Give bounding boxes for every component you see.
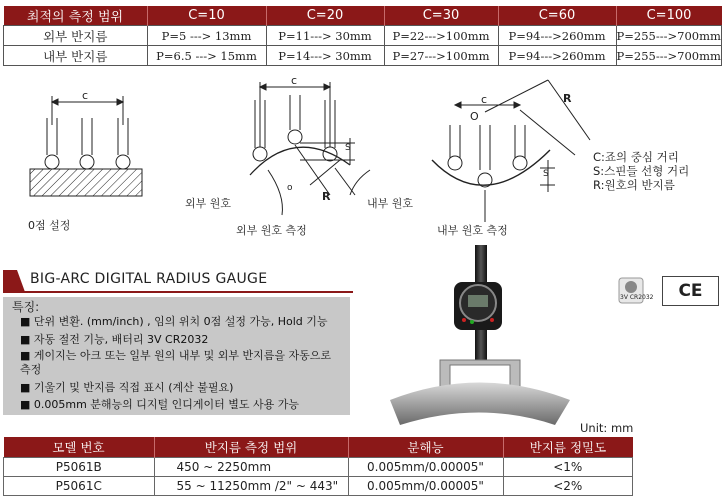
row-label: 외부 반지름 [4, 26, 148, 46]
table-header: C=100 [616, 6, 722, 26]
table-cell: P=6.5 ---> 15mm [147, 46, 266, 66]
c-label: c [481, 93, 488, 106]
table-header: 최적의 측정 범위 [4, 6, 148, 26]
inner-arc-caption: 내부 원호 측정 [437, 224, 508, 237]
table-header: 분해능 [348, 437, 503, 458]
table-cell: 55 ~ 11250mm /2" ~ 443" [154, 477, 348, 496]
table-cell: P=94--->260mm [498, 46, 616, 66]
table-row [4, 477, 633, 496]
s-label: S [543, 169, 549, 179]
features-heading: 특징: [12, 300, 40, 314]
measurement-diagrams [0, 0, 725, 250]
outer-arc-label: 외부 원호 [185, 197, 232, 210]
feature-item: ■ 0.005mm 분해능의 디지털 인디게이터 별도 사용 가능 [20, 398, 300, 411]
r-label: R [322, 190, 331, 203]
table-cell: <2% [503, 477, 633, 496]
product-title: BIG-ARC DIGITAL RADIUS GAUGE [30, 271, 268, 287]
legend-item: S:스핀들 선형 거리 [593, 164, 690, 178]
inner-arc-label: 내부 원호 [367, 197, 414, 210]
c-label: c [291, 74, 298, 87]
table-cell: P=255--->700mm [616, 46, 722, 66]
table-cell: P=27--->100mm [384, 46, 498, 66]
table-header-row [4, 437, 633, 458]
table-row [4, 458, 633, 477]
table-header: 반지름 정밀도 [503, 437, 633, 458]
table-header: C=60 [498, 6, 616, 26]
table-header: 모델 번호 [4, 437, 155, 458]
s-label: S [345, 143, 351, 153]
table-header: C=10 [147, 6, 266, 26]
table-cell: P5061B [4, 458, 155, 477]
table-cell: P=94--->260mm [498, 26, 616, 46]
table-header: 반지름 측정 범위 [154, 437, 348, 458]
table-cell: P=5 ---> 13mm [147, 26, 266, 46]
feature-text: 자동 절전 기능, 배터리 3V CR2032 [33, 333, 209, 346]
unit-label: Unit: mm [580, 421, 634, 435]
o-label: O [470, 110, 479, 123]
zero-setting-diagram [30, 96, 142, 196]
ce-mark: CE [662, 276, 719, 306]
feature-item: ■ 단위 변환. (mm/inch) , 임의 위치 0점 설정 가능, Hold 기능 [20, 315, 328, 328]
c-label: c [82, 89, 89, 102]
table-cell: P5061C [4, 477, 155, 496]
outer-arc-caption: 외부 원호 측정 [236, 224, 307, 237]
outer-arc-diagram [250, 82, 370, 215]
spec-table [3, 437, 633, 496]
table-cell: 450 ~ 2250mm [154, 458, 348, 477]
table-cell: P=14---> 30mm [266, 46, 384, 66]
table-cell: 0.005mm/0.00005" [348, 458, 503, 477]
zero-setting-caption: 0점 설정 [28, 219, 71, 232]
legend-item: C:죠의 중심 거리 [593, 150, 679, 164]
legend-item: R:원호의 반지름 [593, 178, 675, 192]
table-cell: 0.005mm/0.00005" [348, 477, 503, 496]
feature-item: ■ 자동 절전 기능, 배터리 3V CR2032 [20, 333, 209, 346]
feature-text: 0.005mm 분해능의 디지털 인디게이터 별도 사용 가능 [33, 398, 300, 411]
o-label: o [287, 183, 293, 193]
feature-item: ■ 게이지는 아크 또는 일부 원의 내부 및 외부 반지름을 자동으로 측정 [20, 349, 332, 376]
feature-item: ■ 기울기 및 반지름 직접 표시 (계산 불필요) [20, 381, 234, 394]
row-label: 내부 반지름 [4, 46, 148, 66]
table-header: C=30 [384, 6, 498, 26]
feature-text: 게이지는 아크 또는 일부 원의 내부 및 외부 반지름을 자동으로 측정 [20, 349, 332, 376]
table-header: C=20 [266, 6, 384, 26]
gauge-product-image [380, 240, 580, 430]
table-cell: P=255--->700mm [616, 26, 722, 46]
battery-label: 3V CR2032 [620, 294, 654, 301]
feature-text: 기울기 및 반지름 직접 표시 (계산 불필요) [33, 381, 234, 394]
table-cell: P=11---> 30mm [266, 26, 384, 46]
r-label: R [563, 92, 572, 105]
table-cell: <1% [503, 458, 633, 477]
feature-text: 단위 변환. (mm/inch) , 임의 위치 0점 설정 가능, Hold 기능 [33, 315, 328, 328]
diagram-legend [593, 150, 689, 192]
table-cell: P=22--->100mm [384, 26, 498, 46]
